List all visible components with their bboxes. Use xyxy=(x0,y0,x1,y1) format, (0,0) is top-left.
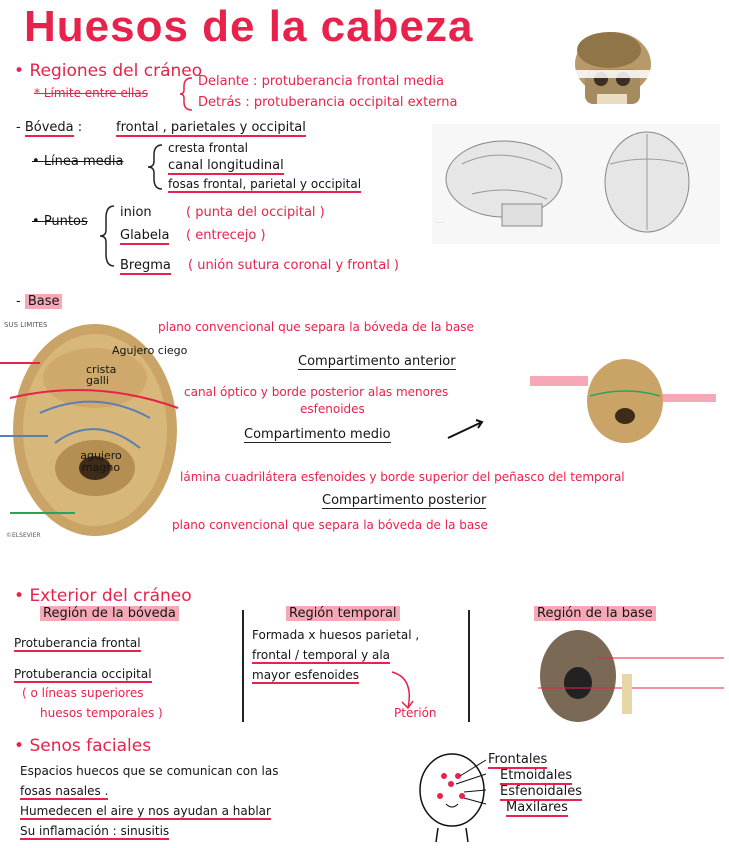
delante-text: Delante : protuberancia frontal media xyxy=(198,74,444,89)
divider-1 xyxy=(242,610,244,722)
linea-item-2: canal longitudinal xyxy=(168,158,284,173)
svg-text:· · ·: · · · xyxy=(436,220,444,226)
arrow-medio xyxy=(446,418,486,442)
boveda-item-2: Protuberancia occipital xyxy=(14,667,152,681)
senos-line-2: fosas nasales . xyxy=(20,784,109,798)
boveda-item-1: Protuberancia frontal xyxy=(14,636,141,650)
brace-puntos xyxy=(100,204,116,268)
boveda-label: - Bóveda : xyxy=(16,120,83,135)
seno-etmoidales: Etmoidales xyxy=(500,768,573,783)
linea-item-1: cresta frontal xyxy=(168,141,249,155)
boveda-bones: frontal , parietales y occipital xyxy=(116,120,306,135)
linea-item-3: fosas frontal, parietal y occipital xyxy=(168,177,362,191)
image-credit: ©ELSEVIER xyxy=(6,532,41,539)
base-region-image xyxy=(538,628,724,724)
skull-diagrams xyxy=(432,124,720,244)
seno-esfenoidales: Esfenoidales xyxy=(500,784,582,799)
base-label: - Base xyxy=(16,294,62,309)
detras-text: Detrás : protuberancia occipital externa xyxy=(198,95,458,110)
agujero-magno-label: agujero magno xyxy=(80,449,122,474)
comp-posterior: Compartimento posterior xyxy=(322,493,487,508)
senos-line-4: Su inflamación : sinusitis xyxy=(20,824,170,838)
punto-glabela: Glabela xyxy=(120,228,170,243)
boveda-item-3: ( o líneas superiores xyxy=(22,686,144,700)
senos-line-1: Espacios huecos que se comunican con las xyxy=(20,764,279,778)
temporal-line-3: mayor esfenoides xyxy=(252,668,360,682)
agujero-ciego-label: Agujero ciego xyxy=(112,344,188,357)
skull-photo xyxy=(565,24,653,116)
crista-galli-label: crista galli xyxy=(86,363,117,387)
senos-line-3: Humedecen el aire y nos ayudan a hablar xyxy=(20,804,271,818)
senos-heading: • Senos faciales xyxy=(14,736,152,756)
temporal-title: Región temporal xyxy=(286,606,400,621)
regiones-heading: • Regiones del cráneo xyxy=(14,61,203,81)
divider-2 xyxy=(468,610,470,722)
comp-anterior: Compartimento anterior xyxy=(298,354,456,369)
boveda-region-title: Región de la bóveda xyxy=(40,606,179,621)
seno-maxilares: Maxilares xyxy=(506,800,568,815)
limit-label: * Límite entre ellas xyxy=(34,86,148,100)
canal-optico-1: canal óptico y borde posterior alas menores xyxy=(184,385,449,399)
punto-bregma-note: ( unión sutura coronal y frontal ) xyxy=(188,258,400,273)
brace-linea xyxy=(148,143,164,191)
punto-inion-note: ( punta del occipital ) xyxy=(186,205,325,220)
punto-bregma: Bregma xyxy=(120,258,171,273)
punto-inion: inion xyxy=(120,205,152,220)
punto-glabela-note: ( entrecejo ) xyxy=(186,228,266,243)
skull-base-small xyxy=(530,356,720,446)
face-sketch xyxy=(414,748,494,844)
temporal-line-1: Formada x huesos parietal , xyxy=(252,628,420,642)
plano-2: plano convencional que separa la bóveda de la base xyxy=(172,518,488,532)
base-region-title: Región de la base xyxy=(534,606,656,621)
brace-regiones xyxy=(180,76,194,112)
seno-frontales: Frontales xyxy=(488,752,548,767)
lamina-text: lámina cuadrilátera esfenoides y borde superior del peñasco del temporal xyxy=(180,470,625,484)
temporal-line-2: frontal / temporal y ala xyxy=(252,648,391,662)
puntos-label: • Puntos xyxy=(32,214,88,229)
boveda-item-4: huesos temporales ) xyxy=(40,706,163,720)
image-caption: SUS LIMITES xyxy=(4,321,48,329)
exterior-heading: • Exterior del cráneo xyxy=(14,586,192,606)
skull-base-image xyxy=(0,318,188,544)
pterion-label: Pterión xyxy=(394,706,437,720)
plano-1: plano convencional que separa la bóveda de la base xyxy=(158,320,474,334)
page-title: Huesos de la cabeza xyxy=(24,2,474,51)
canal-optico-2: esfenoides xyxy=(300,402,365,416)
comp-medio: Compartimento medio xyxy=(244,427,391,442)
linea-media-label: • Línea media xyxy=(32,154,124,169)
